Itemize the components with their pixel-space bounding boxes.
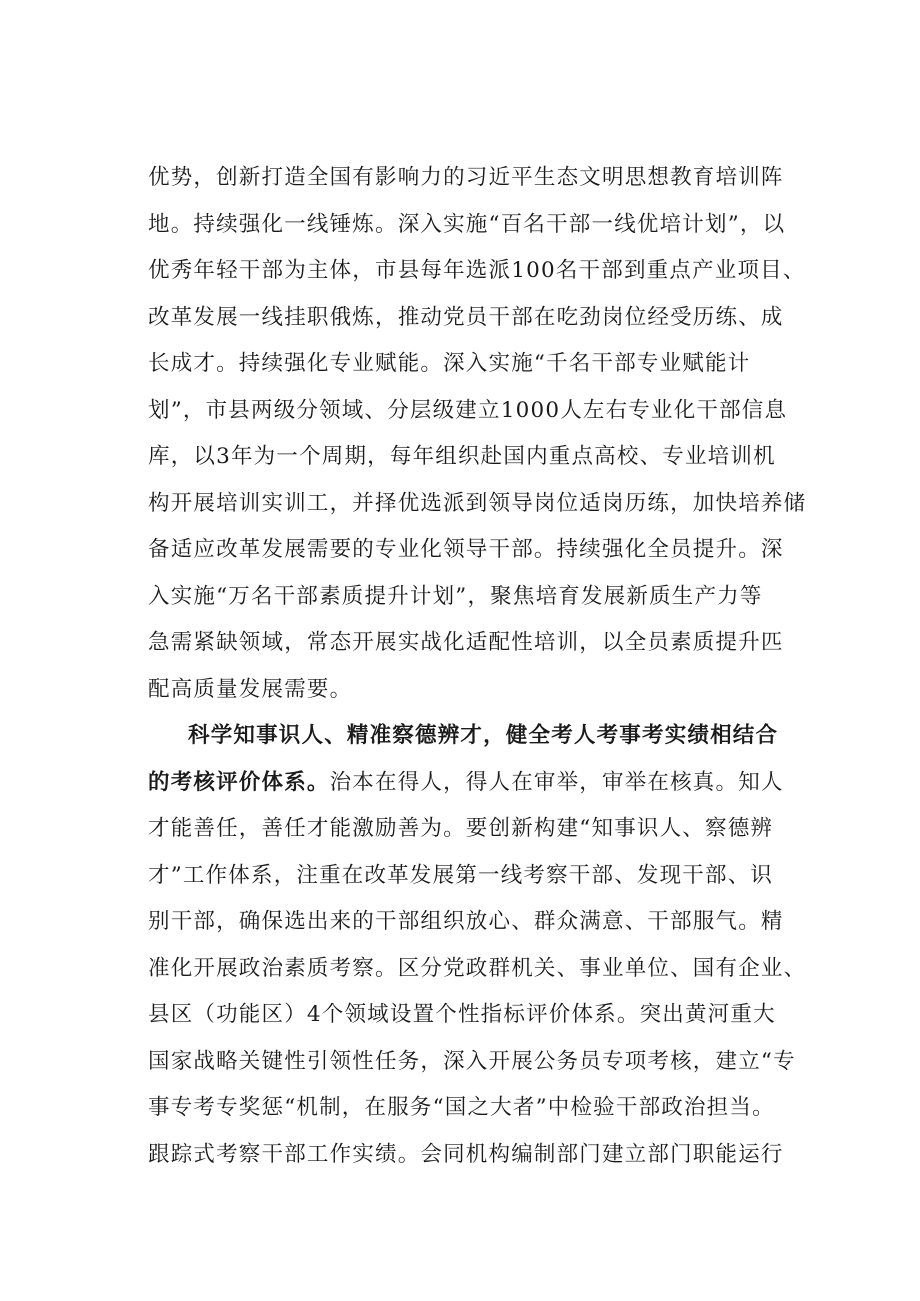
text-line: 备适应改革发展需要的专业化领导干部。持续强化全员提升。深 [148,537,784,562]
text-line: 地。持续强化一线锤炼。深入实施“百名干部一线优培计划”，以 [148,211,786,237]
text-line: 事专考专奖惩“机制，在服务“国之大者”中检验干部政治担当。 [148,1095,775,1120]
text-line: 跟踪式考察干部工作实绩。会同机构编制部门建立部门职能运行 [148,1141,784,1167]
text-run: 治本在得人，得人在审举，审举在核真。知人 [329,769,784,795]
text-line: 配高质量发展需要。 [148,676,353,702]
text-line: 才”工作体系，注重在改革发展第一线考察干部、发现干部、识 [148,862,774,888]
paragraph-1 [148,155,808,713]
document-body [148,155,808,1178]
text-line: 国家战略关键性引领性任务，深入开展公务员专项考核，建立“专 [148,1048,796,1074]
section-heading: 科学知事识人、精准察德辨才，健全考人考事考实绩相结合 [188,723,779,748]
paragraph-2 [148,713,808,1178]
text-line: 准化开展政治素质考察。区分党政群机关、事业单位、国有企业、 [148,955,807,981]
text-line: 构开展培训实训工，并择优选派到领导岗位适岗历练，加快培养储 [148,490,807,516]
text-line: 长成才。持续强化专业赋能。深入实施“千名干部专业赋能计 [148,351,751,376]
text-line [148,760,808,807]
text-line: 别干部，确保选出来的干部组织放心、群众满意、干部服气。精 [148,909,784,934]
text-line: 库，以3年为一个周期，每年组织赴国内重点高校、专业培训机 [148,444,776,469]
text-line: 才能善任，善任才能激励善为。要创新构建“知事识人、察德辨 [148,816,774,841]
text-line: 划”，市县两级分领域、分层级建立1000人左右专业化干部信息 [148,397,788,423]
text-line: 优势，创新打造全国有影响力的习近平生态文明思想教育培训阵 [148,165,784,190]
text-line: 入实施“万名干部素质提升计划”，聚焦培育发展新质生产力等 [148,583,763,609]
text-line: 改革发展一线挂职俄炼，推动党员干部在吃劲岗位经受历练、成 [148,304,784,330]
text-line: 急需紧缺领域，常态开展实战化适配性培训，以全员素质提升匹 [148,630,784,655]
text-line: 优秀年轻干部为主体，市县每年选派100名干部到重点产业项目、 [148,258,806,283]
section-heading-end: 的考核评价体系。 [148,769,330,795]
text-line: 县区（功能区）4个领域设置个性指标评价体系。突出黄河重大 [148,1002,776,1027]
